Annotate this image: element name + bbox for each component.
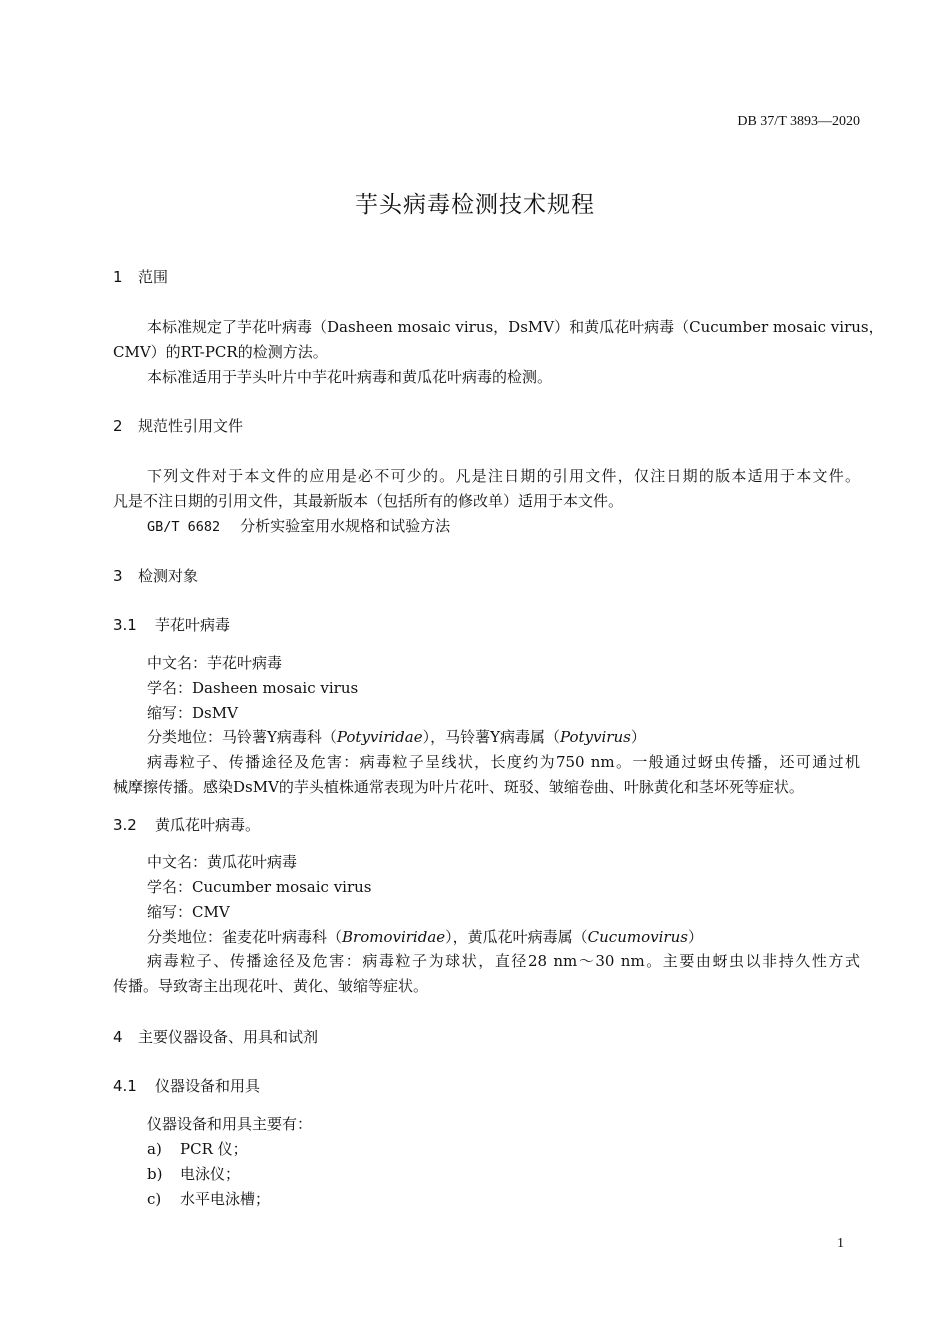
page-number: 1	[837, 1236, 844, 1251]
section-number: 1	[113, 268, 123, 286]
chinese-name: 中文名：芋花叶病毒	[147, 654, 283, 672]
scientific-name: 学名：Cucumber mosaic virus	[147, 878, 372, 896]
section-number: 2	[113, 417, 123, 435]
genus-name: Potyvirus	[560, 728, 631, 746]
section-title: 检测对象	[138, 567, 199, 585]
paragraph-line: CMV）的RT-PCR的检测方法。	[113, 343, 328, 361]
subsection-3-1-heading	[113, 614, 230, 635]
abbreviation: 缩写：CMV	[147, 903, 230, 921]
chinese-name: 中文名：黄瓜花叶病毒	[147, 853, 298, 871]
paragraph: 本标准适用于芋头叶片中芋花叶病毒和黄瓜花叶病毒的检测。	[147, 368, 553, 386]
paragraph-line: 下列文件对于本文件的应用是必不可少的。凡是注日期的引用文件，仅注日期的版本适用于本文件。	[147, 467, 860, 485]
subsection-3-2-heading	[113, 814, 260, 835]
list-intro: 仪器设备和用具主要有：	[147, 1115, 313, 1133]
description-line: 械摩擦传播。感染DsMV的芋头植株通常表现为叶片花叶、斑驳、皱缩卷曲、叶脉黄化和茎坏死等症状。	[113, 778, 804, 796]
list-item	[147, 1138, 248, 1159]
family-name: Potyviridae	[336, 728, 423, 746]
section-3-heading	[113, 565, 198, 586]
subsection-number: 3.1	[113, 616, 137, 634]
taxonomy	[147, 926, 703, 947]
description-line: 病毒粒子、传播途径及危害：病毒粒子为球状，直径28 nm～30 nm。主要由蚜虫以非持久性方式	[147, 952, 860, 970]
list-letter: b)	[147, 1165, 163, 1183]
genus-name: Cucumovirus	[587, 928, 688, 946]
taxonomy-mid: ），黄瓜花叶病毒属（	[445, 928, 588, 946]
list-item	[147, 1188, 270, 1209]
taxonomy	[147, 726, 646, 747]
scientific-name: 学名：Dasheen mosaic virus	[147, 679, 359, 697]
taxonomy-mid: ），马铃薯Y病毒属（	[422, 728, 560, 746]
section-title: 规范性引用文件	[138, 417, 244, 435]
section-1-heading	[113, 266, 168, 287]
reference-title: 分析实验室用水规格和试验方法	[240, 517, 451, 535]
subsection-number: 3.2	[113, 816, 137, 834]
paragraph-line: 本标准规定了芋花叶病毒（Dasheen mosaic virus，DsMV）和黄瓜花叶病毒（Cucumber mosaic virus，	[147, 318, 884, 336]
standard-code: DB 37/T 3893—2020	[737, 114, 860, 129]
section-number: 4	[113, 1028, 123, 1046]
paragraph-line: 凡是不注日期的引用文件，其最新版本（包括所有的修改单）适用于本文件。	[113, 492, 624, 510]
family-name: Bromoviridae	[342, 928, 446, 946]
taxonomy-prefix: 分类地位：马铃薯Y病毒科（	[147, 728, 337, 746]
subsection-title: 黄瓜花叶病毒。	[155, 816, 261, 834]
section-4-heading	[113, 1026, 318, 1047]
subsection-title: 芋花叶病毒	[155, 616, 231, 634]
list-item	[147, 1163, 240, 1184]
list-text: PCR 仪；	[180, 1140, 248, 1158]
document-title: 芋头病毒检测技术规程	[355, 192, 595, 218]
normative-reference	[147, 515, 450, 536]
abbreviation: 缩写：DsMV	[147, 704, 238, 722]
description-line: 传播。导致寄主出现花叶、黄化、皱缩等症状。	[113, 977, 429, 995]
subsection-number: 4.1	[113, 1077, 137, 1095]
section-2-heading	[113, 415, 243, 436]
taxonomy-suffix: ）	[687, 928, 703, 946]
list-letter: c)	[147, 1190, 162, 1208]
section-number: 3	[113, 567, 123, 585]
subsection-title: 仪器设备和用具	[155, 1077, 261, 1095]
taxonomy-prefix: 分类地位：雀麦花叶病毒科（	[147, 928, 343, 946]
section-title: 主要仪器设备、用具和试剂	[138, 1028, 319, 1046]
taxonomy-suffix: ）	[630, 728, 646, 746]
list-text: 电泳仪；	[180, 1165, 241, 1183]
section-title: 范围	[138, 268, 169, 286]
list-text: 水平电泳槽；	[180, 1190, 271, 1208]
subsection-4-1-heading	[113, 1075, 260, 1096]
reference-code: GB/T 6682	[147, 519, 221, 535]
description-line: 病毒粒子、传播途径及危害：病毒粒子呈线状，长度约为750 nm。一般通过蚜虫传播，还可通过机	[147, 753, 860, 771]
list-letter: a)	[147, 1140, 162, 1158]
